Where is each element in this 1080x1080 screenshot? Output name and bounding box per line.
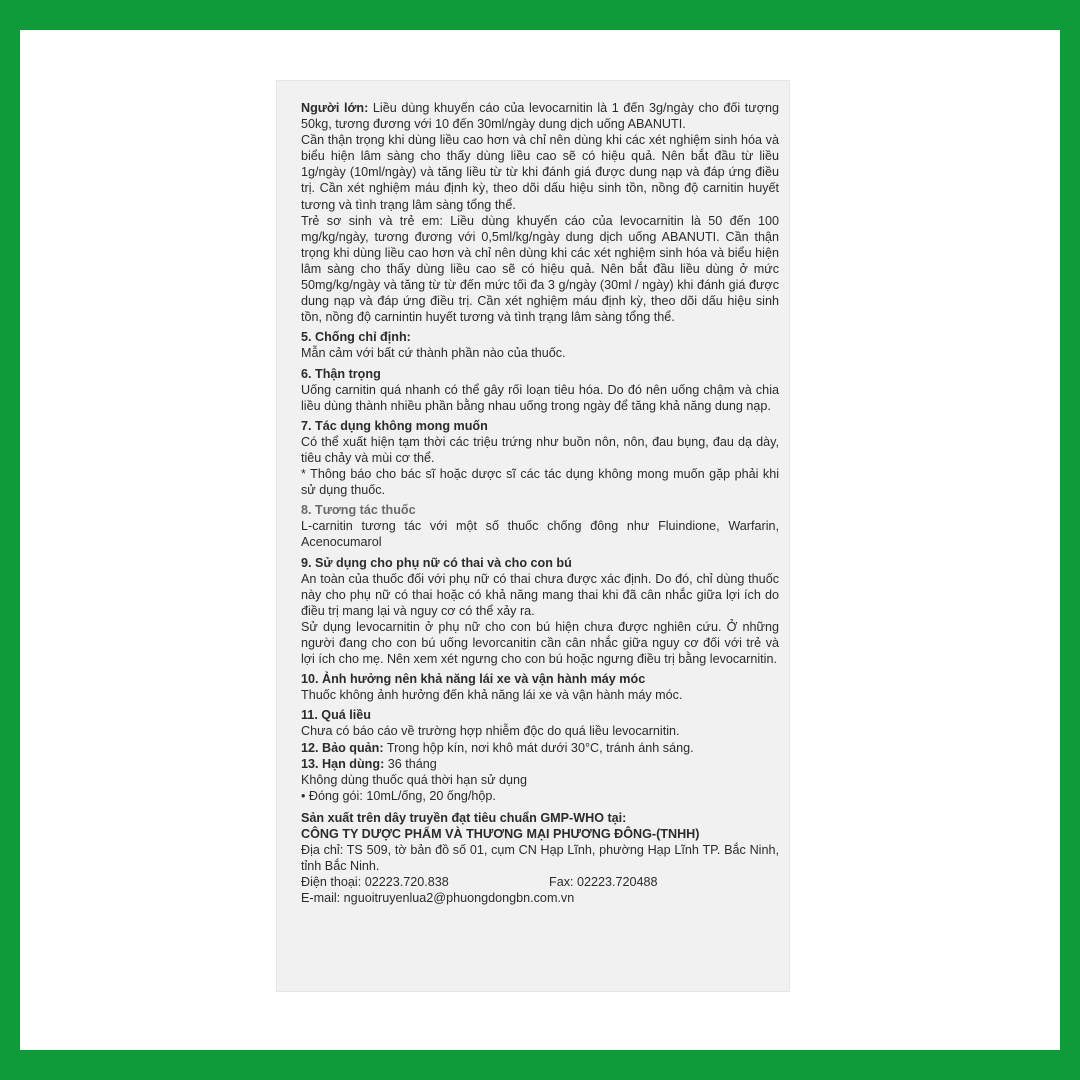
section-13-line-3: • Đóng gói: 10mL/ống, 20 ống/hộp. [301, 788, 496, 803]
leaflet-text [301, 100, 779, 907]
company-address: Địa chỉ: TS 509, tờ bản đồ số 01, cụm CN Hạp Lĩnh, phường Hạp Lĩnh TP. Bắc Ninh, tỉnh Bắc Ninh. [301, 843, 779, 874]
section-5-title: 5. Chống chỉ định: [301, 330, 411, 345]
adult-label: Người lớn: [301, 101, 369, 115]
adult-text: Liều dùng khuyến cáo của levocarnitin là 1 đến 3g/ngày cho đối tượng 50kg, tương đương với 10 đến 30ml/ngày dung dịch uống ABANUTI. [301, 101, 779, 132]
section-12 [301, 740, 779, 756]
section-7-title: 7. Tác dụng không mong muốn [301, 418, 488, 433]
section-11-body: Chưa có báo cáo về trường hợp nhiễm độc do quá liều levocarnitin. [301, 724, 680, 739]
section-7-note: * Thông báo cho bác sĩ hoặc dược sĩ các tác dụng không mong muốn gặp phải khi sử dụng thuốc. [301, 467, 779, 498]
section-11-title: 11. Quá liều [301, 708, 371, 723]
child-dosage: Trẻ sơ sinh và trẻ em: Liều dùng khuyến cáo của levocarnitin là 50 đến 100 mg/kg/ngày, tương đương với 0,5ml/kg/ngày dung dịch uống ABANUTI. Cần thận trọng khi dùng liều cao hơn và chỉ nên dùng khi các xét nghiệm sinh hóa và biểu hiện lâm sàng cho thấy dùng liều cao sẽ có hiệu quả. Nên bắt đầu liều dùng ở mức 50mg/kg/ngày và tăng từ từ đến mức tối đa 3 g/ngày (30ml / ngày) khi đánh giá được dung nạp và đáp ứng điều trị. Cần xét nghiệm máu định kỳ, theo dõi dấu hiệu sinh tồn, nồng độ carnintin huyết tương và tình trạng lâm sàng tổng thể. [301, 213, 779, 325]
company-phone: Điện thoại: 02223.720.838 [301, 875, 449, 890]
section-5-body: Mẫn cảm với bất cứ thành phần nào của thuốc. [301, 346, 566, 361]
company-email: E-mail: nguoitruyenlua2@phuongdongbn.com.vn [301, 891, 575, 906]
section-7-body: Có thể xuất hiện tạm thời các triệu trứng như buồn nôn, nôn, đau bụng, đau dạ dày, tiêu chảy và mùi cơ thể. [301, 434, 779, 465]
section-6-body: Uống carnitin quá nhanh có thể gây rối loạn tiêu hóa. Do đó nên uống chậm và chia liều dùng thành nhiều phần bằng nhau uống trong ngày để tăng khả năng dung nạp. [301, 382, 779, 413]
section-13 [301, 756, 779, 772]
section-9-body-2: Sử dụng levocarnitin ở phụ nữ cho con bú hiện chưa được nghiên cứu. Ở những người đang cho con bú uống levorcanitin cần cân nhắc giữa nguy cơ đối với trẻ và lợi ích cho mẹ. Nên xem xét ngưng cho con bú hoặc ngưng điều trị bằng levocarnitin. [301, 619, 779, 667]
section-10-body: Thuốc không ảnh hưởng đến khả năng lái xe và vận hành máy móc. [301, 688, 683, 703]
maker-line: Sản xuất trên dây truyền đạt tiêu chuẩn GMP-WHO tại: [301, 810, 627, 825]
company-name: CÔNG TY DƯỢC PHẨM VÀ THƯƠNG MẠI PHƯƠNG ĐÔNG-(TNHH) [301, 827, 700, 842]
section-9-title: 9. Sử dụng cho phụ nữ có thai và cho con bú [301, 555, 572, 570]
section-8-body: L-carnitin tương tác với một số thuốc chống đông như Fluindione, Warfarin, Acenocumarol [301, 519, 779, 550]
section-9-body-1: An toàn của thuốc đối với phụ nữ có thai chưa được xác định. Do đó, chỉ dùng thuốc này cho phụ nữ có thai hoặc có khả năng mang thai khi đã cân nhắc giữa lợi ích do điều trị mang lại và nguy cơ có thể xảy ra. [301, 571, 779, 618]
company-fax: Fax: 02223.720488 [549, 875, 658, 890]
section-13-value: 36 tháng [384, 756, 437, 771]
adult-dosage [301, 100, 779, 132]
contact-row [301, 874, 779, 890]
section-13-line-2: Không dùng thuốc quá thời hạn sử dụng [301, 772, 528, 787]
section-6-title: 6. Thận trọng [301, 366, 381, 381]
section-12-body: Trong hộp kín, nơi khô mát dưới 30°C, tránh ánh sáng. [383, 740, 694, 755]
adult-dosage-note: Cần thận trọng khi dùng liều cao hơn và chỉ nên dùng khi các xét nghiệm sinh hóa và biểu hiện lâm sàng cho thấy dùng liều cao sẽ có hiệu quả. Nên bắt đầu từ liều 1g/ngày (10ml/ngày) và tăng liều từ từ khi đánh giá được dung nạp và đáp ứng điều trị. Cần xét nghiệm máu định kỳ, theo dõi dấu hiệu sinh tồn, nồng độ carnitin huyết tương và tình trạng lâm sàng tổng thể. [301, 133, 779, 212]
section-12-title: 12. Bảo quản: [301, 740, 384, 755]
section-13-title: 13. Hạn dùng: [301, 756, 385, 771]
section-8-title: 8. Tương tác thuốc [301, 503, 416, 518]
section-10-title: 10. Ảnh hưởng nên khả năng lái xe và vận hành máy móc [301, 672, 646, 687]
